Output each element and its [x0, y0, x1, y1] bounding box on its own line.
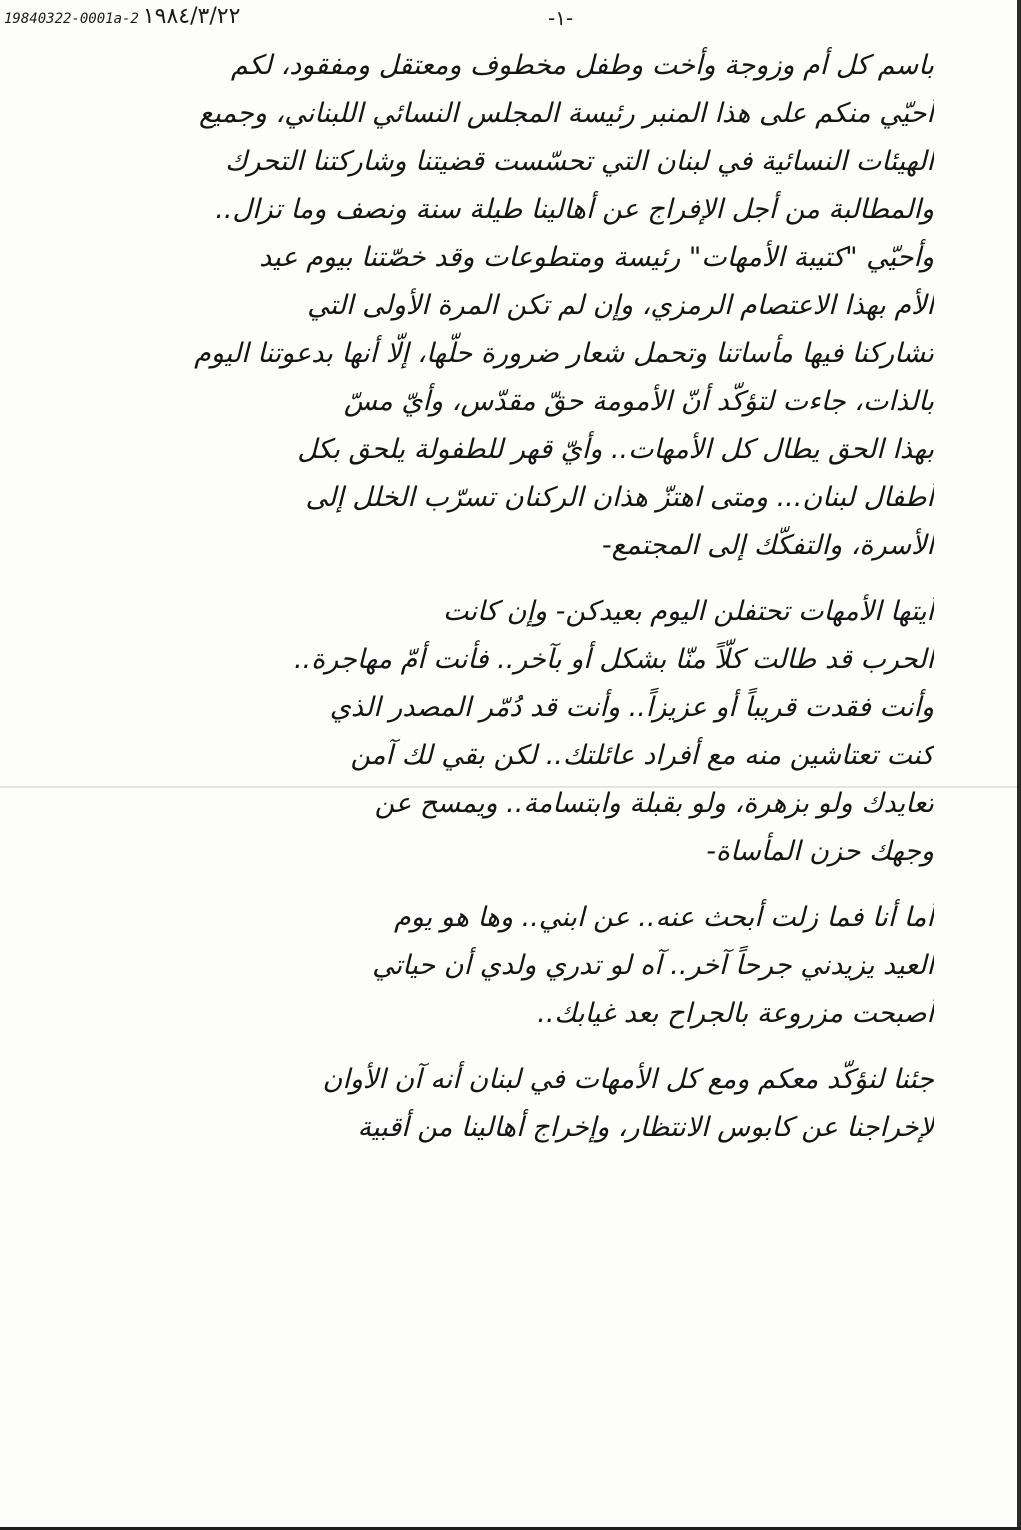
text-line-11: الأسرة، والتفكّك إلى المجتمع- — [601, 530, 934, 561]
text-line-12: أيتها الأمهات تحتفلن اليوم بعيدكن- وإن كانت — [442, 596, 934, 627]
text-line-22: لإخراجنا عن كابوس الانتظار، وإخراج أهالينا من أقبية — [357, 1112, 934, 1143]
text-line-14: وأنت فقدت قريباً أو عزيزاً.. وأنت قد دُمّر المصدر الذي — [329, 692, 934, 723]
text-line-10: أطفال لبنان... ومتى اهتزّ هذان الركنان تسرّب الخلل إلى — [305, 482, 934, 513]
archive-id: 19840322-0001a-2 — [4, 11, 139, 27]
text-line-4: والمطالبة من أجل الإفراج عن أهالينا طيلة سنة ونصف وما تزال.. — [215, 194, 934, 225]
text-line-6: الأم بهذا الاعتصام الرمزي، وإن لم تكن المرة الأولى التي — [307, 290, 934, 321]
text-line-17: وجهك حزن المأساة- — [706, 836, 934, 867]
text-line-5: وأحيّي "كتيبة الأمهات" رئيسة ومتطوعات وقد خصّتنا بيوم عيد — [259, 242, 934, 273]
page-number: -١- — [548, 6, 574, 30]
handwritten-body — [14, 42, 934, 1522]
text-line-18: أما أنا فما زلت أبحث عنه.. عن ابني.. وها هو يوم — [394, 902, 934, 933]
text-line-21: جئنا لنؤكّد معكم ومع كل الأمهات في لبنان أنه آن الأوان — [322, 1064, 934, 1095]
scan-edge-right — [1017, 0, 1021, 1530]
text-line-8: بالذات، جاءت لتؤكّد أنّ الأمومة حقّ مقدّس، وأيّ مسّ — [343, 386, 934, 417]
text-line-2: أحيّي منكم على هذا المنبر رئيسة المجلس النسائي اللبناني، وجميع — [199, 98, 934, 129]
text-line-16: تعايدك ولو بزهرة، ولو بقبلة وابتسامة.. ويمسح عن — [374, 788, 934, 819]
text-line-7: تشاركنا فيها مأساتنا وتحمل شعار ضرورة حلّها، إلّا أنها بدعوتنا اليوم — [194, 338, 934, 369]
archive-header — [4, 4, 240, 29]
text-line-15: كنت تعتاشين منه مع أفراد عائلتك.. لكن بقي لك آمن — [350, 740, 934, 771]
text-line-19: العيد يزيدني جرحاً آخر.. آه لو تدري ولدي أن حياتي — [372, 950, 934, 981]
letter-date: ١٩٨٤/٣/٢٢ — [142, 4, 241, 29]
text-line-1: باسم كل أم وزوجة وأخت وطفل مخطوف ومعتقل ومفقود، لكم — [230, 50, 934, 81]
text-line-20: أصبحت مزروعة بالجراح بعد غيابك.. — [537, 998, 934, 1029]
text-line-3: الهيئات النسائية في لبنان التي تحسّست قضيتنا وشاركتنا التحرك — [225, 146, 934, 177]
text-line-13: الحرب قد طالت كلّاً منّا بشكل أو بآخر.. فأنت أمّ مهاجرة.. — [293, 644, 934, 675]
text-line-9: بهذا الحق يطال كل الأمهات.. وأيّ قهر للطفولة يلحق بكل — [297, 434, 934, 465]
